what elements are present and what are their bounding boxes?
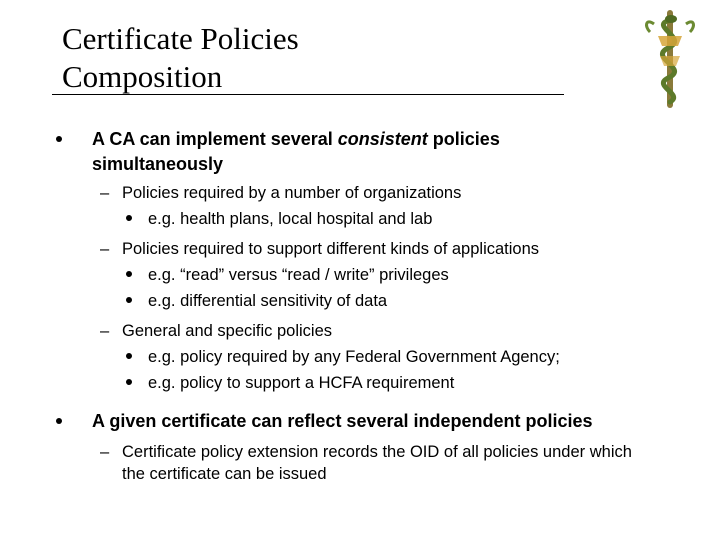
- bullet-dot: [126, 264, 132, 286]
- sub-sub-item-text: e.g. health plans, local hospital and lab: [148, 210, 433, 228]
- sub-bullet-4-line-1: Certificate policy extension records the OID of all policies under which: [122, 443, 632, 461]
- sub-sub-item: [148, 346, 688, 368]
- bullet-dot: [126, 290, 132, 312]
- sub-sub-item-text: e.g. differential sensitivity of data: [148, 292, 388, 310]
- sub-sub-item: [148, 372, 688, 394]
- sub-bullet-1: [100, 182, 692, 204]
- slide-title: [62, 20, 299, 96]
- bullet-dot: [56, 409, 66, 434]
- bullet-1-pre: A CA can implement several: [92, 129, 338, 149]
- bullet-2-text: A given certificate can reflect several independent policies: [92, 411, 593, 431]
- sub-bullet-4: [100, 441, 692, 485]
- bullet-dot: [126, 372, 132, 394]
- title-line-1: Certificate Policies: [62, 21, 299, 56]
- dash-marker: –: [100, 184, 110, 202]
- dash-marker: –: [100, 240, 110, 258]
- sub-sub-item: [148, 290, 688, 312]
- sub-bullet-2-text: Policies required to support different kinds of applications: [122, 240, 540, 258]
- sub-bullet-2: [100, 238, 692, 260]
- sub-sub-item-text: e.g. policy required by any Federal Government Agency;: [148, 348, 560, 366]
- title-line-2: Composition: [62, 59, 223, 94]
- sub-bullet-3: [100, 320, 692, 342]
- sub-sub-item: [148, 264, 688, 286]
- sub-sub-item-text: e.g. “read” versus “read / write” privileges: [148, 266, 449, 284]
- bullet-1-emphasis: consistent: [337, 129, 428, 149]
- title-underline: [52, 94, 564, 95]
- dash-marker: –: [100, 443, 110, 461]
- bullet-dot: [126, 208, 132, 230]
- bullet-1-line-2: simultaneously: [92, 154, 224, 174]
- sub-bullet-3-text: General and specific policies: [122, 322, 333, 340]
- bullet-1: [92, 127, 652, 177]
- bullet-dot: [56, 127, 66, 152]
- sub-sub-item: [148, 208, 688, 230]
- sub-sub-item-text: e.g. policy to support a HCFA requirement: [148, 374, 455, 392]
- bullet-2: [92, 409, 692, 434]
- caduceus-icon: [640, 6, 700, 110]
- bullet-1-post: policies: [427, 129, 500, 149]
- bullet-dot: [126, 346, 132, 368]
- sub-bullet-1-text: Policies required by a number of organizations: [122, 184, 462, 202]
- dash-marker: –: [100, 322, 110, 340]
- sub-bullet-4-line-2: the certificate can be issued: [122, 465, 327, 483]
